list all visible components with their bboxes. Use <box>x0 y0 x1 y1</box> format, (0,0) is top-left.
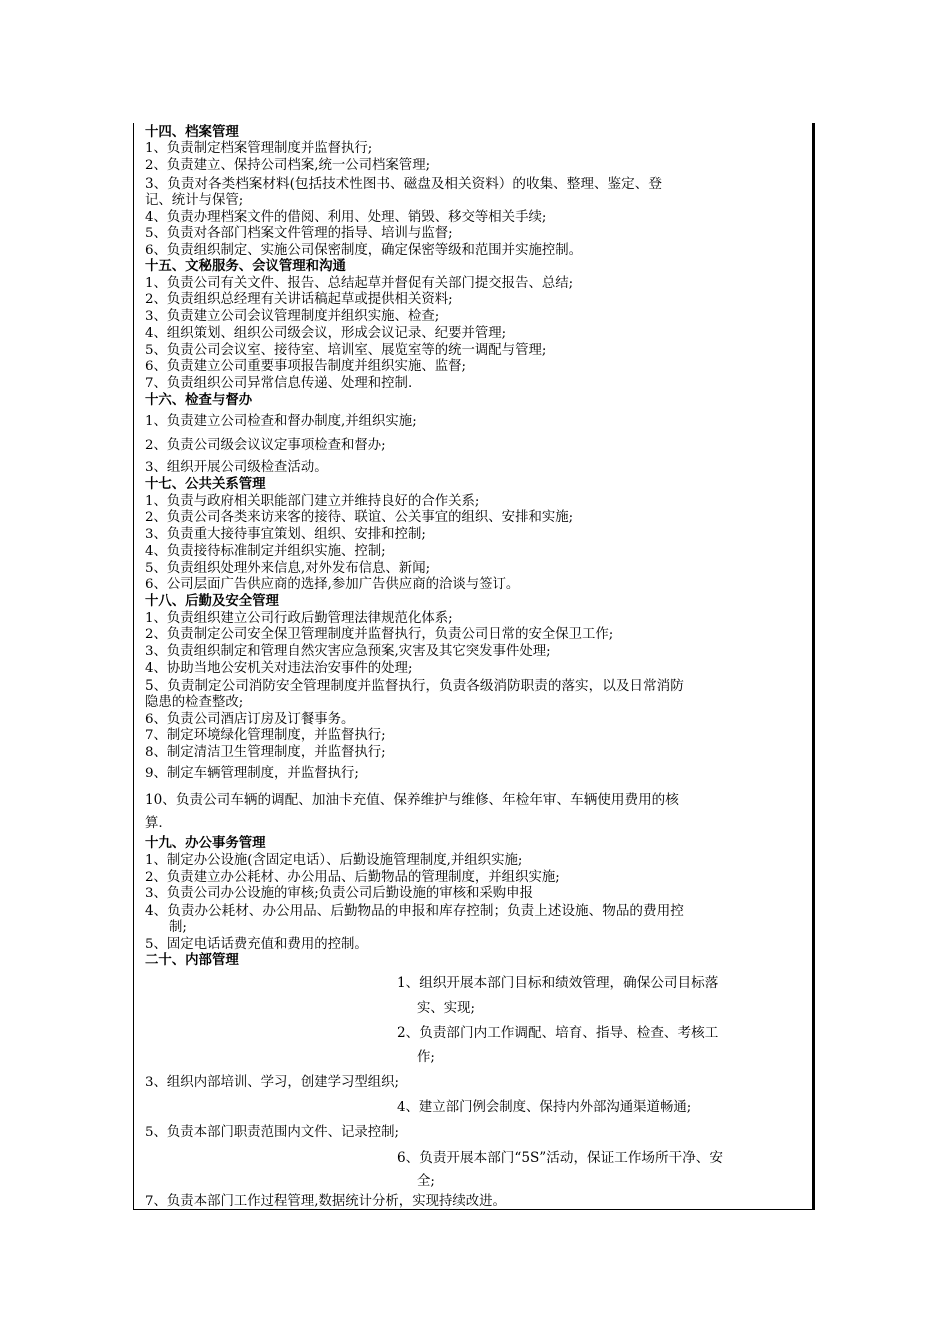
list-item: 3、负责重大接待事宜策划、组织、安排和控制; <box>145 527 426 542</box>
list-item: 1、负责组织建立公司行政后勤管理法律规范化体系; <box>145 611 453 626</box>
section-heading: 十七、公共关系管理 <box>145 477 266 492</box>
list-item: 算. <box>145 816 163 831</box>
list-item: 3、负责对各类档案材料(包括技术性图书、磁盘及相关资料）的收集、整理、鉴定、登 <box>145 176 662 192</box>
list-item: 隐患的检查整改; <box>145 695 244 710</box>
list-item: 2、负责建立办公耗材、办公用品、后勤物品的管理制度，并组织实施; <box>145 870 560 885</box>
list-item: 2、负责公司级会议议定事项检查和督办; <box>145 438 386 453</box>
list-item: 5、负责对各部门档案文件管理的指导、培训与监督; <box>145 226 453 241</box>
list-item: 2、负责组织总经理有关讲话稿起草或提供相关资料; <box>145 292 453 307</box>
list-item: 6、负责建立公司重要事项报告制度并组织实施、监督; <box>145 359 467 374</box>
list-item: 4、负责接待标准制定并组织实施、控制; <box>145 544 386 559</box>
list-item: 7、制定环境绿化管理制度，并监督执行; <box>145 728 386 743</box>
list-item: 3、组织开展公司级检查活动。 <box>145 460 328 475</box>
section-heading: 十五、文秘服务、会议管理和沟通 <box>145 259 346 274</box>
list-item: 2、负责制定公司安全保卫管理制度并监督执行，负责公司日常的安全保卫工作; <box>145 627 614 642</box>
section-heading: 十八、后勤及安全管理 <box>145 594 279 609</box>
list-item: 1、负责建立公司检查和督办制度,并组织实施; <box>145 414 417 429</box>
list-item: 4、组织策划、组织公司级会议，形成会议记录、纪要并管理; <box>145 326 507 341</box>
list-item: 5、负责公司会议室、接待室、培训室、展览室等的统一调配与管理; <box>145 343 547 358</box>
list-item: 4、负责办公耗材、办公用品、后勤物品的申报和库存控制；负责上述设施、物品的费用控 <box>145 903 684 919</box>
list-item: 3、组织内部培训、学习，创建学习型组织; <box>145 1075 400 1090</box>
section-heading: 十四、档案管理 <box>145 125 239 140</box>
list-item: 7、负责组织公司异常信息传递、处理和控制. <box>145 376 413 391</box>
list-item: 记、统计与保管; <box>145 193 244 208</box>
list-item: 6、负责开展本部门“5S”活动，保证工作场所干净、安 <box>397 1150 723 1166</box>
list-item: 5、负责制定公司消防安全管理制度并监督执行，负责各级消防职责的落实，以及日常消防 <box>145 678 684 694</box>
list-item: 9、制定车辆管理制度，并监督执行; <box>145 766 359 781</box>
section-heading: 十九、办公事务管理 <box>145 836 266 851</box>
list-item: 4、负责办理档案文件的借阅、利用、处理、销毁、移交等相关手续; <box>145 210 547 225</box>
list-item: 1、制定办公设施(含固定电话）、后勤设施管理制度,并组织实施; <box>145 853 523 868</box>
list-item: 6、负责组织制定、实施公司保密制度，确定保密等级和范围并实施控制。 <box>145 243 583 258</box>
list-item: 5、负责组织处理外来信息,对外发布信息、新闻; <box>145 561 431 576</box>
list-item: 2、负责公司各类来访来客的接待、联谊、公关事宜的组织、安排和实施; <box>145 510 574 525</box>
list-item: 7、负责本部门工作过程管理,数据统计分析，实现持续改进。 <box>145 1194 506 1209</box>
list-item: 1、负责与政府相关职能部门建立并维持良好的合作关系; <box>145 494 480 509</box>
list-item: 4、协助当地公安机关对违法治安事件的处理; <box>145 661 413 676</box>
section-heading: 二十、内部管理 <box>145 953 239 968</box>
list-item: 10、负责公司车辆的调配、加油卡充值、保养维护与维修、年检年审、车辆使用费用的核 <box>145 792 679 808</box>
list-item: 作; <box>417 1050 435 1065</box>
list-item: 6、公司层面广告供应商的选择,参加广告供应商的洽谈与签订。 <box>145 577 520 592</box>
list-item: 实、实现; <box>417 1001 476 1016</box>
list-item: 制; <box>169 920 187 935</box>
list-item: 5、负责本部门职责范围内文件、记录控制; <box>145 1125 400 1140</box>
list-item: 1、负责制定档案管理制度并监督执行; <box>145 141 373 156</box>
list-item: 5、固定电话话费充值和费用的控制。 <box>145 937 368 952</box>
list-item: 2、负责部门内工作调配、培育、指导、检查、考核工 <box>397 1025 719 1041</box>
list-item: 3、负责建立公司会议管理制度并组织实施、检查; <box>145 309 440 324</box>
list-item: 1、组织开展本部门目标和绩效管理，确保公司目标落 <box>397 975 719 991</box>
list-item: 6、负责公司酒店订房及订餐事务。 <box>145 712 355 727</box>
list-item: 3、负责组织制定和管理自然灾害应急预案,灾害及其它突发事件处理; <box>145 644 551 659</box>
section-heading: 十六、检查与督办 <box>145 393 253 408</box>
list-item: 3、负责公司办公设施的审核;负责公司后勤设施的审核和采购申报 <box>145 886 533 901</box>
list-item: 8、制定清洁卫生管理制度，并监督执行; <box>145 745 386 760</box>
list-item: 4、建立部门例会制度、保持内外部沟通渠道畅通; <box>397 1100 692 1115</box>
list-item: 1、负责公司有关文件、报告、总结起草并督促有关部门提交报告、总结; <box>145 276 574 291</box>
list-item: 2、负责建立、保持公司档案,统一公司档案管理; <box>145 158 431 173</box>
list-item: 全; <box>417 1174 435 1189</box>
